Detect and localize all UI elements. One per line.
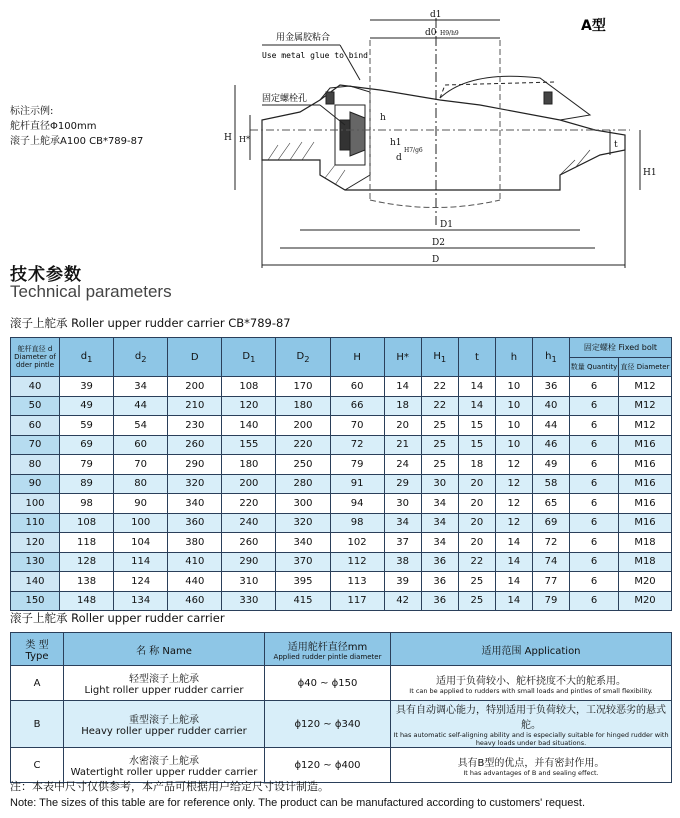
table-cell: 36 bbox=[421, 591, 458, 611]
type-cell: A bbox=[11, 666, 64, 701]
table-cell: 14 bbox=[495, 533, 532, 553]
table-cell: 50 bbox=[11, 396, 60, 416]
table-cell: 360 bbox=[168, 513, 222, 533]
table-cell: 21 bbox=[384, 435, 421, 455]
dim-t: t bbox=[614, 140, 618, 150]
table-cell: 69 bbox=[60, 435, 114, 455]
table-cell: 70 bbox=[114, 455, 168, 475]
dim-H: H bbox=[224, 133, 232, 143]
table-cell: 65 bbox=[532, 494, 569, 514]
table-cell: 370 bbox=[276, 552, 330, 572]
table-cell: 39 bbox=[384, 572, 421, 592]
section1-title: 滚子上舵承 Roller upper rudder carrier CB*789-87 bbox=[10, 316, 291, 330]
header-t: t bbox=[458, 338, 495, 377]
table-cell: 49 bbox=[532, 455, 569, 475]
table-cell: 380 bbox=[168, 533, 222, 553]
table-cell: 59 bbox=[60, 416, 114, 436]
name-cell: 轻型滚子上舵承 Light roller upper rudder carrier bbox=[64, 666, 265, 701]
table-cell: 79 bbox=[60, 455, 114, 475]
header-h: h bbox=[495, 338, 532, 377]
range-cell: ϕ40 ~ ϕ150 bbox=[265, 666, 391, 701]
table-row bbox=[11, 474, 672, 494]
table-cell: 290 bbox=[168, 455, 222, 475]
table-row bbox=[11, 396, 672, 416]
table-cell: 40 bbox=[11, 377, 60, 397]
table-cell: 108 bbox=[222, 377, 276, 397]
table-cell: 117 bbox=[330, 591, 384, 611]
table-cell: 98 bbox=[330, 513, 384, 533]
glue-label-en: Use metal glue to bind bbox=[262, 51, 368, 60]
table-cell: 66 bbox=[330, 396, 384, 416]
table-cell: 69 bbox=[532, 513, 569, 533]
table-cell: 79 bbox=[330, 455, 384, 475]
table-cell: M16 bbox=[619, 513, 672, 533]
header-D1: $D_1$ bbox=[222, 338, 276, 377]
table-cell: 70 bbox=[11, 435, 60, 455]
dim-D1: D1 bbox=[440, 220, 453, 230]
table-cell: 10 bbox=[495, 377, 532, 397]
table-cell: 104 bbox=[114, 533, 168, 553]
table-cell: 20 bbox=[458, 494, 495, 514]
table-cell: 124 bbox=[114, 572, 168, 592]
table-cell: 80 bbox=[11, 455, 60, 475]
table-cell: 6 bbox=[570, 396, 619, 416]
table-cell: M12 bbox=[619, 396, 672, 416]
table-cell: 12 bbox=[495, 474, 532, 494]
table-cell: 330 bbox=[222, 591, 276, 611]
dim-d0: d0 bbox=[425, 28, 437, 38]
table-cell: 18 bbox=[384, 396, 421, 416]
table-cell: 46 bbox=[532, 435, 569, 455]
table-cell: 22 bbox=[458, 552, 495, 572]
table-cell: 210 bbox=[168, 396, 222, 416]
table-cell: 120 bbox=[222, 396, 276, 416]
table-cell: 6 bbox=[570, 377, 619, 397]
table-cell: 280 bbox=[276, 474, 330, 494]
table-cell: 134 bbox=[114, 591, 168, 611]
dim-h1: h1 bbox=[390, 138, 402, 148]
table-cell: 34 bbox=[114, 377, 168, 397]
table-cell: 120 bbox=[11, 533, 60, 553]
title-cn: 技术参数 bbox=[10, 265, 82, 285]
header-D: D bbox=[168, 338, 222, 377]
table-cell: 72 bbox=[330, 435, 384, 455]
header-d2: $d_2$ bbox=[114, 338, 168, 377]
table-cell: 12 bbox=[495, 494, 532, 514]
example-line-2: 滚子上舵承A100 CB*789-87 bbox=[10, 136, 144, 147]
types-table-body bbox=[11, 666, 672, 783]
table-cell: 14 bbox=[458, 396, 495, 416]
table-cell: 25 bbox=[458, 591, 495, 611]
table-cell: 460 bbox=[168, 591, 222, 611]
table-cell: M20 bbox=[619, 591, 672, 611]
table-cell: 110 bbox=[11, 513, 60, 533]
table-cell: 148 bbox=[60, 591, 114, 611]
table-cell: 114 bbox=[114, 552, 168, 572]
dim-h: h bbox=[380, 113, 386, 123]
table-cell: 25 bbox=[458, 572, 495, 592]
table-cell: 90 bbox=[114, 494, 168, 514]
table-cell: 74 bbox=[532, 552, 569, 572]
table-cell: 140 bbox=[222, 416, 276, 436]
table-cell: 260 bbox=[222, 533, 276, 553]
table-cell: 22 bbox=[421, 377, 458, 397]
table-row bbox=[11, 572, 672, 592]
glue-label-cn: 用金属胶粘合 bbox=[276, 33, 331, 43]
table-cell: 36 bbox=[421, 572, 458, 592]
table-cell: 12 bbox=[495, 455, 532, 475]
dim-d-fit: H7/g6 bbox=[404, 147, 423, 154]
table-cell: 15 bbox=[458, 416, 495, 436]
table-cell: 180 bbox=[222, 455, 276, 475]
table-cell: 34 bbox=[384, 513, 421, 533]
table-cell: 14 bbox=[384, 377, 421, 397]
table-cell: 300 bbox=[276, 494, 330, 514]
table-cell: 14 bbox=[495, 572, 532, 592]
table-row bbox=[11, 377, 672, 397]
table-cell: 108 bbox=[60, 513, 114, 533]
table-row bbox=[11, 591, 672, 611]
table-cell: M12 bbox=[619, 416, 672, 436]
table-cell: 250 bbox=[276, 455, 330, 475]
table-cell: 12 bbox=[495, 513, 532, 533]
table-cell: 220 bbox=[222, 494, 276, 514]
table-row bbox=[11, 552, 672, 572]
table-cell: 58 bbox=[532, 474, 569, 494]
table-cell: 130 bbox=[11, 552, 60, 572]
table-cell: 40 bbox=[532, 396, 569, 416]
table-cell: 100 bbox=[114, 513, 168, 533]
header-pintle-diameter: 舵杆直径 d Diameter of dder pintle bbox=[11, 338, 60, 377]
table-cell: 44 bbox=[114, 396, 168, 416]
table-cell: 100 bbox=[11, 494, 60, 514]
table-cell: 320 bbox=[276, 513, 330, 533]
type-cell: C bbox=[11, 748, 64, 783]
example-line-1: 舵杆直径Φ100mm bbox=[10, 121, 97, 132]
table-cell: 6 bbox=[570, 416, 619, 436]
name-cell: 水密滚子上舵承 Watertight roller upper rudder carrier bbox=[64, 748, 265, 783]
table-cell: 20 bbox=[458, 474, 495, 494]
table-cell: 6 bbox=[570, 474, 619, 494]
table-cell: 20 bbox=[458, 513, 495, 533]
table-cell: 14 bbox=[458, 377, 495, 397]
table-cell: 36 bbox=[532, 377, 569, 397]
example-block bbox=[10, 104, 143, 149]
dim-d: d bbox=[396, 153, 402, 163]
table-cell: 34 bbox=[421, 494, 458, 514]
table-cell: 180 bbox=[276, 396, 330, 416]
dim-D2: D2 bbox=[432, 238, 445, 248]
table-cell: 6 bbox=[570, 513, 619, 533]
table-row bbox=[11, 513, 672, 533]
table-cell: 113 bbox=[330, 572, 384, 592]
table-row bbox=[11, 416, 672, 436]
table-cell: 34 bbox=[421, 513, 458, 533]
application-cell: 适用于负荷较小、舵杆挠度不大的舵系用。 It can be applied to rudders with small loads and pintles of small flexibility. bbox=[391, 666, 672, 701]
table-cell: 42 bbox=[384, 591, 421, 611]
table-cell: 220 bbox=[276, 435, 330, 455]
section2-title: 滚子上舵承 Roller upper rudder carrier bbox=[10, 611, 225, 625]
table-cell: 118 bbox=[60, 533, 114, 553]
table-row bbox=[11, 533, 672, 553]
table-cell: M16 bbox=[619, 474, 672, 494]
table-cell: 20 bbox=[384, 416, 421, 436]
table-cell: M20 bbox=[619, 572, 672, 592]
header-applied-diameter: 适用舵杆直径mm Applied rudder pintle diameter bbox=[265, 633, 391, 666]
table-cell: 200 bbox=[168, 377, 222, 397]
table-cell: 230 bbox=[168, 416, 222, 436]
table-cell: 415 bbox=[276, 591, 330, 611]
dim-D: D bbox=[432, 255, 440, 265]
table-cell: 6 bbox=[570, 435, 619, 455]
table-cell: 37 bbox=[384, 533, 421, 553]
table-cell: 340 bbox=[168, 494, 222, 514]
footnote-en: Note: The sizes of this table are for reference only. The product can be manufactured according to customers' request. bbox=[10, 797, 586, 809]
table-cell: M12 bbox=[619, 377, 672, 397]
table-cell: 138 bbox=[60, 572, 114, 592]
table-cell: 29 bbox=[384, 474, 421, 494]
table-cell: 91 bbox=[330, 474, 384, 494]
table-cell: 30 bbox=[421, 474, 458, 494]
table-row bbox=[11, 494, 672, 514]
header-quantity: 数量 Quantity bbox=[570, 357, 619, 377]
table-cell: 240 bbox=[222, 513, 276, 533]
table-cell: M18 bbox=[619, 552, 672, 572]
table-cell: 89 bbox=[60, 474, 114, 494]
table-cell: 6 bbox=[570, 552, 619, 572]
table-cell: 49 bbox=[60, 396, 114, 416]
table-cell: 410 bbox=[168, 552, 222, 572]
table-cell: 15 bbox=[458, 435, 495, 455]
parameters-table-body bbox=[11, 377, 672, 611]
table-cell: 24 bbox=[384, 455, 421, 475]
table-cell: 6 bbox=[570, 494, 619, 514]
type-cell: B bbox=[11, 701, 64, 748]
type-row bbox=[11, 701, 672, 748]
table-cell: 60 bbox=[330, 377, 384, 397]
table-cell: 140 bbox=[11, 572, 60, 592]
table-cell: 340 bbox=[276, 533, 330, 553]
header-H: H bbox=[330, 338, 384, 377]
table-cell: 34 bbox=[421, 533, 458, 553]
types-table bbox=[10, 632, 672, 783]
application-cell: 具有自动调心能力，特别适用于负荷较大，工况较恶劣的悬式舵。 It has automatic self-aligning ability and is especially suitable for hinged rudder with heavy loads under bad situations. bbox=[391, 701, 672, 748]
table-cell: M16 bbox=[619, 435, 672, 455]
title-en: Technical parameters bbox=[10, 282, 172, 301]
table-cell: 54 bbox=[114, 416, 168, 436]
table-cell: 25 bbox=[421, 416, 458, 436]
table-cell: 155 bbox=[222, 435, 276, 455]
dim-d1: d1 bbox=[430, 10, 442, 20]
table-cell: 102 bbox=[330, 533, 384, 553]
dim-d0-fit: H9/h9 bbox=[440, 30, 459, 37]
type-label: A型 bbox=[581, 18, 606, 34]
table-cell: 10 bbox=[495, 435, 532, 455]
table-cell: 94 bbox=[330, 494, 384, 514]
header-h1: $h_1$ bbox=[532, 338, 569, 377]
dim-Hstar: H* bbox=[239, 135, 250, 144]
table-cell: 10 bbox=[495, 396, 532, 416]
table-cell: M18 bbox=[619, 533, 672, 553]
table-cell: 98 bbox=[60, 494, 114, 514]
table-cell: 10 bbox=[495, 416, 532, 436]
table-cell: 60 bbox=[114, 435, 168, 455]
header-fixed-bolt: 固定螺栓 Fixed bolt bbox=[570, 338, 672, 358]
table-cell: 30 bbox=[384, 494, 421, 514]
header-application: 适用范围 Application bbox=[391, 633, 672, 666]
dim-H1: H1 bbox=[643, 168, 657, 178]
table-cell: 200 bbox=[222, 474, 276, 494]
table-cell: 170 bbox=[276, 377, 330, 397]
example-heading: 标注示例: bbox=[10, 106, 54, 117]
parameters-table bbox=[10, 337, 672, 611]
header-name: 名 称 Name bbox=[64, 633, 265, 666]
application-cell: 具有B型的优点，并有密封作用。 It has advantages of B and sealing effect. bbox=[391, 748, 672, 783]
table-cell: 80 bbox=[114, 474, 168, 494]
footnote-cn: 注：本表中尺寸仅供参考，本产品可根据用户给定尺寸设计制造。 bbox=[10, 780, 329, 793]
table-cell: 200 bbox=[276, 416, 330, 436]
table-cell: 6 bbox=[570, 533, 619, 553]
table-cell: 290 bbox=[222, 552, 276, 572]
table-cell: 260 bbox=[168, 435, 222, 455]
table-cell: 22 bbox=[421, 396, 458, 416]
header-Hstar: H* bbox=[384, 338, 421, 377]
table-cell: M16 bbox=[619, 494, 672, 514]
table-row bbox=[11, 455, 672, 475]
table-cell: 38 bbox=[384, 552, 421, 572]
table-cell: 72 bbox=[532, 533, 569, 553]
table-row bbox=[11, 435, 672, 455]
table-cell: 70 bbox=[330, 416, 384, 436]
header-diameter: 直径 Diameter bbox=[619, 357, 672, 377]
range-cell: ϕ120 ~ ϕ400 bbox=[265, 748, 391, 783]
type-row bbox=[11, 666, 672, 701]
table-cell: 36 bbox=[421, 552, 458, 572]
table-cell: 440 bbox=[168, 572, 222, 592]
bolt-hole-label: 固定螺栓孔 bbox=[262, 94, 308, 104]
table-cell: M16 bbox=[619, 455, 672, 475]
table-cell: 79 bbox=[532, 591, 569, 611]
header-H1: $H_1$ bbox=[421, 338, 458, 377]
header-type: 类 型 Type bbox=[11, 633, 64, 666]
table-cell: 150 bbox=[11, 591, 60, 611]
table-cell: 6 bbox=[570, 591, 619, 611]
table-cell: 310 bbox=[222, 572, 276, 592]
table-cell: 44 bbox=[532, 416, 569, 436]
header-d1: $d_1$ bbox=[60, 338, 114, 377]
table-cell: 395 bbox=[276, 572, 330, 592]
table-cell: 6 bbox=[570, 455, 619, 475]
table-cell: 77 bbox=[532, 572, 569, 592]
name-cell: 重型滚子上舵承 Heavy roller upper rudder carrier bbox=[64, 701, 265, 748]
table-cell: 14 bbox=[495, 552, 532, 572]
table-cell: 18 bbox=[458, 455, 495, 475]
table-cell: 39 bbox=[60, 377, 114, 397]
table-cell: 90 bbox=[11, 474, 60, 494]
table-cell: 14 bbox=[495, 591, 532, 611]
table-cell: 112 bbox=[330, 552, 384, 572]
table-cell: 25 bbox=[421, 455, 458, 475]
header-D2: $D_2$ bbox=[276, 338, 330, 377]
range-cell: ϕ120 ~ ϕ340 bbox=[265, 701, 391, 748]
table-cell: 128 bbox=[60, 552, 114, 572]
table-cell: 60 bbox=[11, 416, 60, 436]
table-cell: 25 bbox=[421, 435, 458, 455]
table-cell: 6 bbox=[570, 572, 619, 592]
table-cell: 20 bbox=[458, 533, 495, 553]
table-cell: 320 bbox=[168, 474, 222, 494]
